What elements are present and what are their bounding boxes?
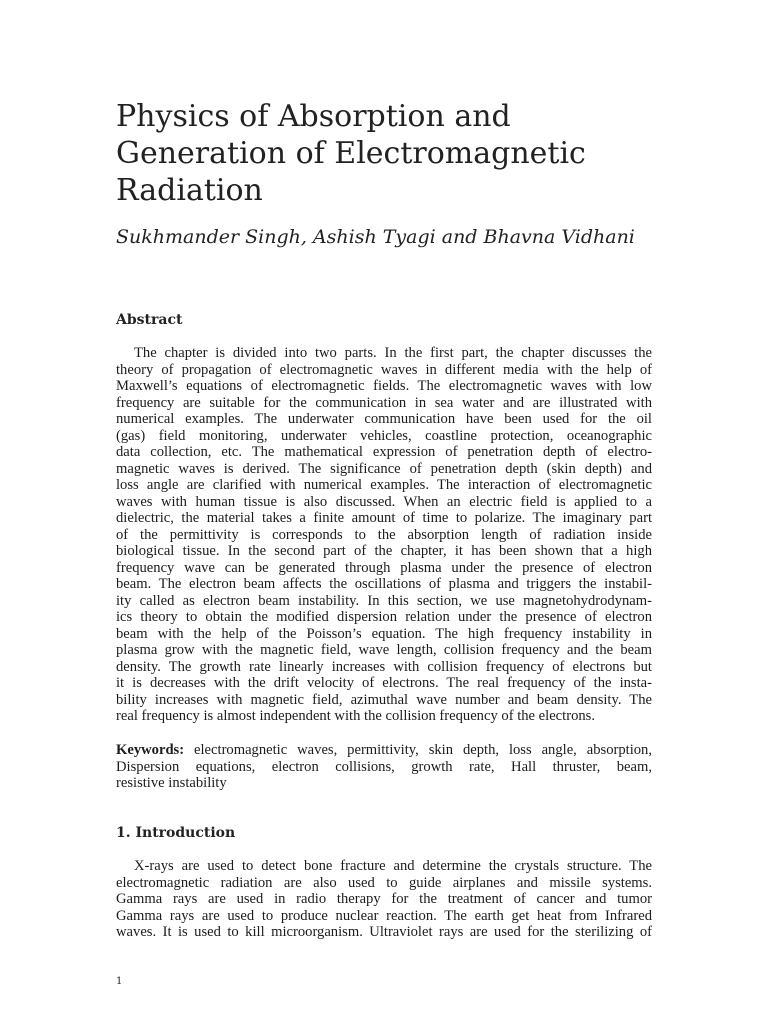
abstract-line: frequency are suitable for the communication in sea water and are illustrated with	[116, 394, 652, 411]
abstract-line: ity called as electron beam instability. In this section, we use magnetohydrodynam-	[116, 592, 652, 609]
abstract-line: (gas) field monitoring, underwater vehicles, coastline protection, oceanographic	[116, 427, 652, 444]
title-line: Radiation	[116, 173, 263, 208]
keywords-line: resistive instability	[116, 775, 227, 791]
paper-title	[116, 98, 716, 209]
intro-line: X-rays are used to detect bone fracture and determine the crystals structure. The	[134, 858, 652, 874]
abstract-line: waves with human tissue is also discussed. When an electric field is applied to a	[116, 493, 652, 510]
abstract-line: Maxwell’s equations of electromagnetic fields. The electromagnetic waves with low	[116, 378, 652, 394]
abstract-line: numerical examples. The underwater communication have been used for the oil	[116, 411, 652, 427]
abstract-line: magnetic waves is derived. The significance of penetration depth (skin depth) and	[116, 460, 652, 477]
abstract-line: beam. The electron beam affects the oscillations of plasma and triggers the instabil-	[116, 576, 652, 592]
abstract-line: ics theory to obtain the modified dispersion relation under the presence of electron	[116, 609, 652, 625]
keywords-line: Dispersion equations, electron collisions, growth rate, Hall thruster, beam,	[116, 758, 652, 775]
abstract-line: theory of propagation of electromagnetic waves in different media with the help of	[116, 361, 652, 378]
title-line: Generation of Electromagnetic	[116, 136, 586, 171]
abstract-line: real frequency is almost independent with the collision frequency of the electrons.	[116, 708, 595, 724]
introduction-heading: 1. Introduction	[116, 825, 236, 841]
abstract-line: data collection, etc. The mathematical expression of penetration depth of electro-	[116, 444, 652, 460]
intro-line: Gamma rays are used in radio therapy for the treatment of cancer and tumor	[116, 891, 652, 907]
authors: Sukhmander Singh, Ashish Tyagi and Bhavna Vidhani	[116, 226, 635, 248]
keywords-text: electromagnetic waves, permittivity, skin depth, loss angle, absorption,	[184, 742, 652, 758]
abstract-line: biological tissue. In the second part of the chapter, it has been shown that a high	[116, 543, 652, 559]
abstract-line: frequency wave can be generated through plasma under the presence of electron	[116, 559, 652, 576]
page-number: 1	[116, 976, 123, 987]
keywords	[116, 742, 656, 792]
abstract-line: The chapter is divided into two parts. In the first part, the chapter discusses the	[134, 345, 652, 361]
abstract-line: bility increases with magnetic field, azimuthal wave number and beam density. The	[116, 691, 652, 708]
keywords-line	[116, 742, 652, 759]
abstract-line: plasma grow with the magnetic field, wave length, collision frequency and the beam	[116, 642, 652, 658]
abstract-body	[116, 345, 656, 725]
introduction-body	[116, 858, 656, 941]
abstract-line: of the permittivity is corresponds to the absorption length of radiation inside	[116, 526, 652, 543]
keywords-label: Keywords:	[116, 742, 185, 758]
abstract-line: dielectric, the material takes a finite amount of time to polarize. The imaginary part	[116, 510, 652, 526]
abstract-heading: Abstract	[116, 312, 183, 328]
abstract-line: it is decreases with the drift velocity of electrons. The real frequency of the insta-	[116, 675, 652, 691]
abstract-line: density. The growth rate linearly increases with collision frequency of electrons but	[116, 658, 652, 675]
intro-line: electromagnetic radiation are also used to guide airplanes and missile systems.	[116, 874, 652, 891]
intro-line: Gamma rays are used to produce nuclear reaction. The earth get heat from Infrared	[116, 907, 652, 924]
abstract-line: loss angle are clarified with numerical examples. The interaction of electromagnetic	[116, 477, 652, 493]
title-line: Physics of Absorption and	[116, 99, 511, 134]
abstract-line: beam with the help of the Poisson’s equation. The high frequency instability in	[116, 625, 652, 642]
intro-line: waves. It is used to kill microorganism. Ultraviolet rays are used for the sterilizing of	[116, 924, 652, 940]
